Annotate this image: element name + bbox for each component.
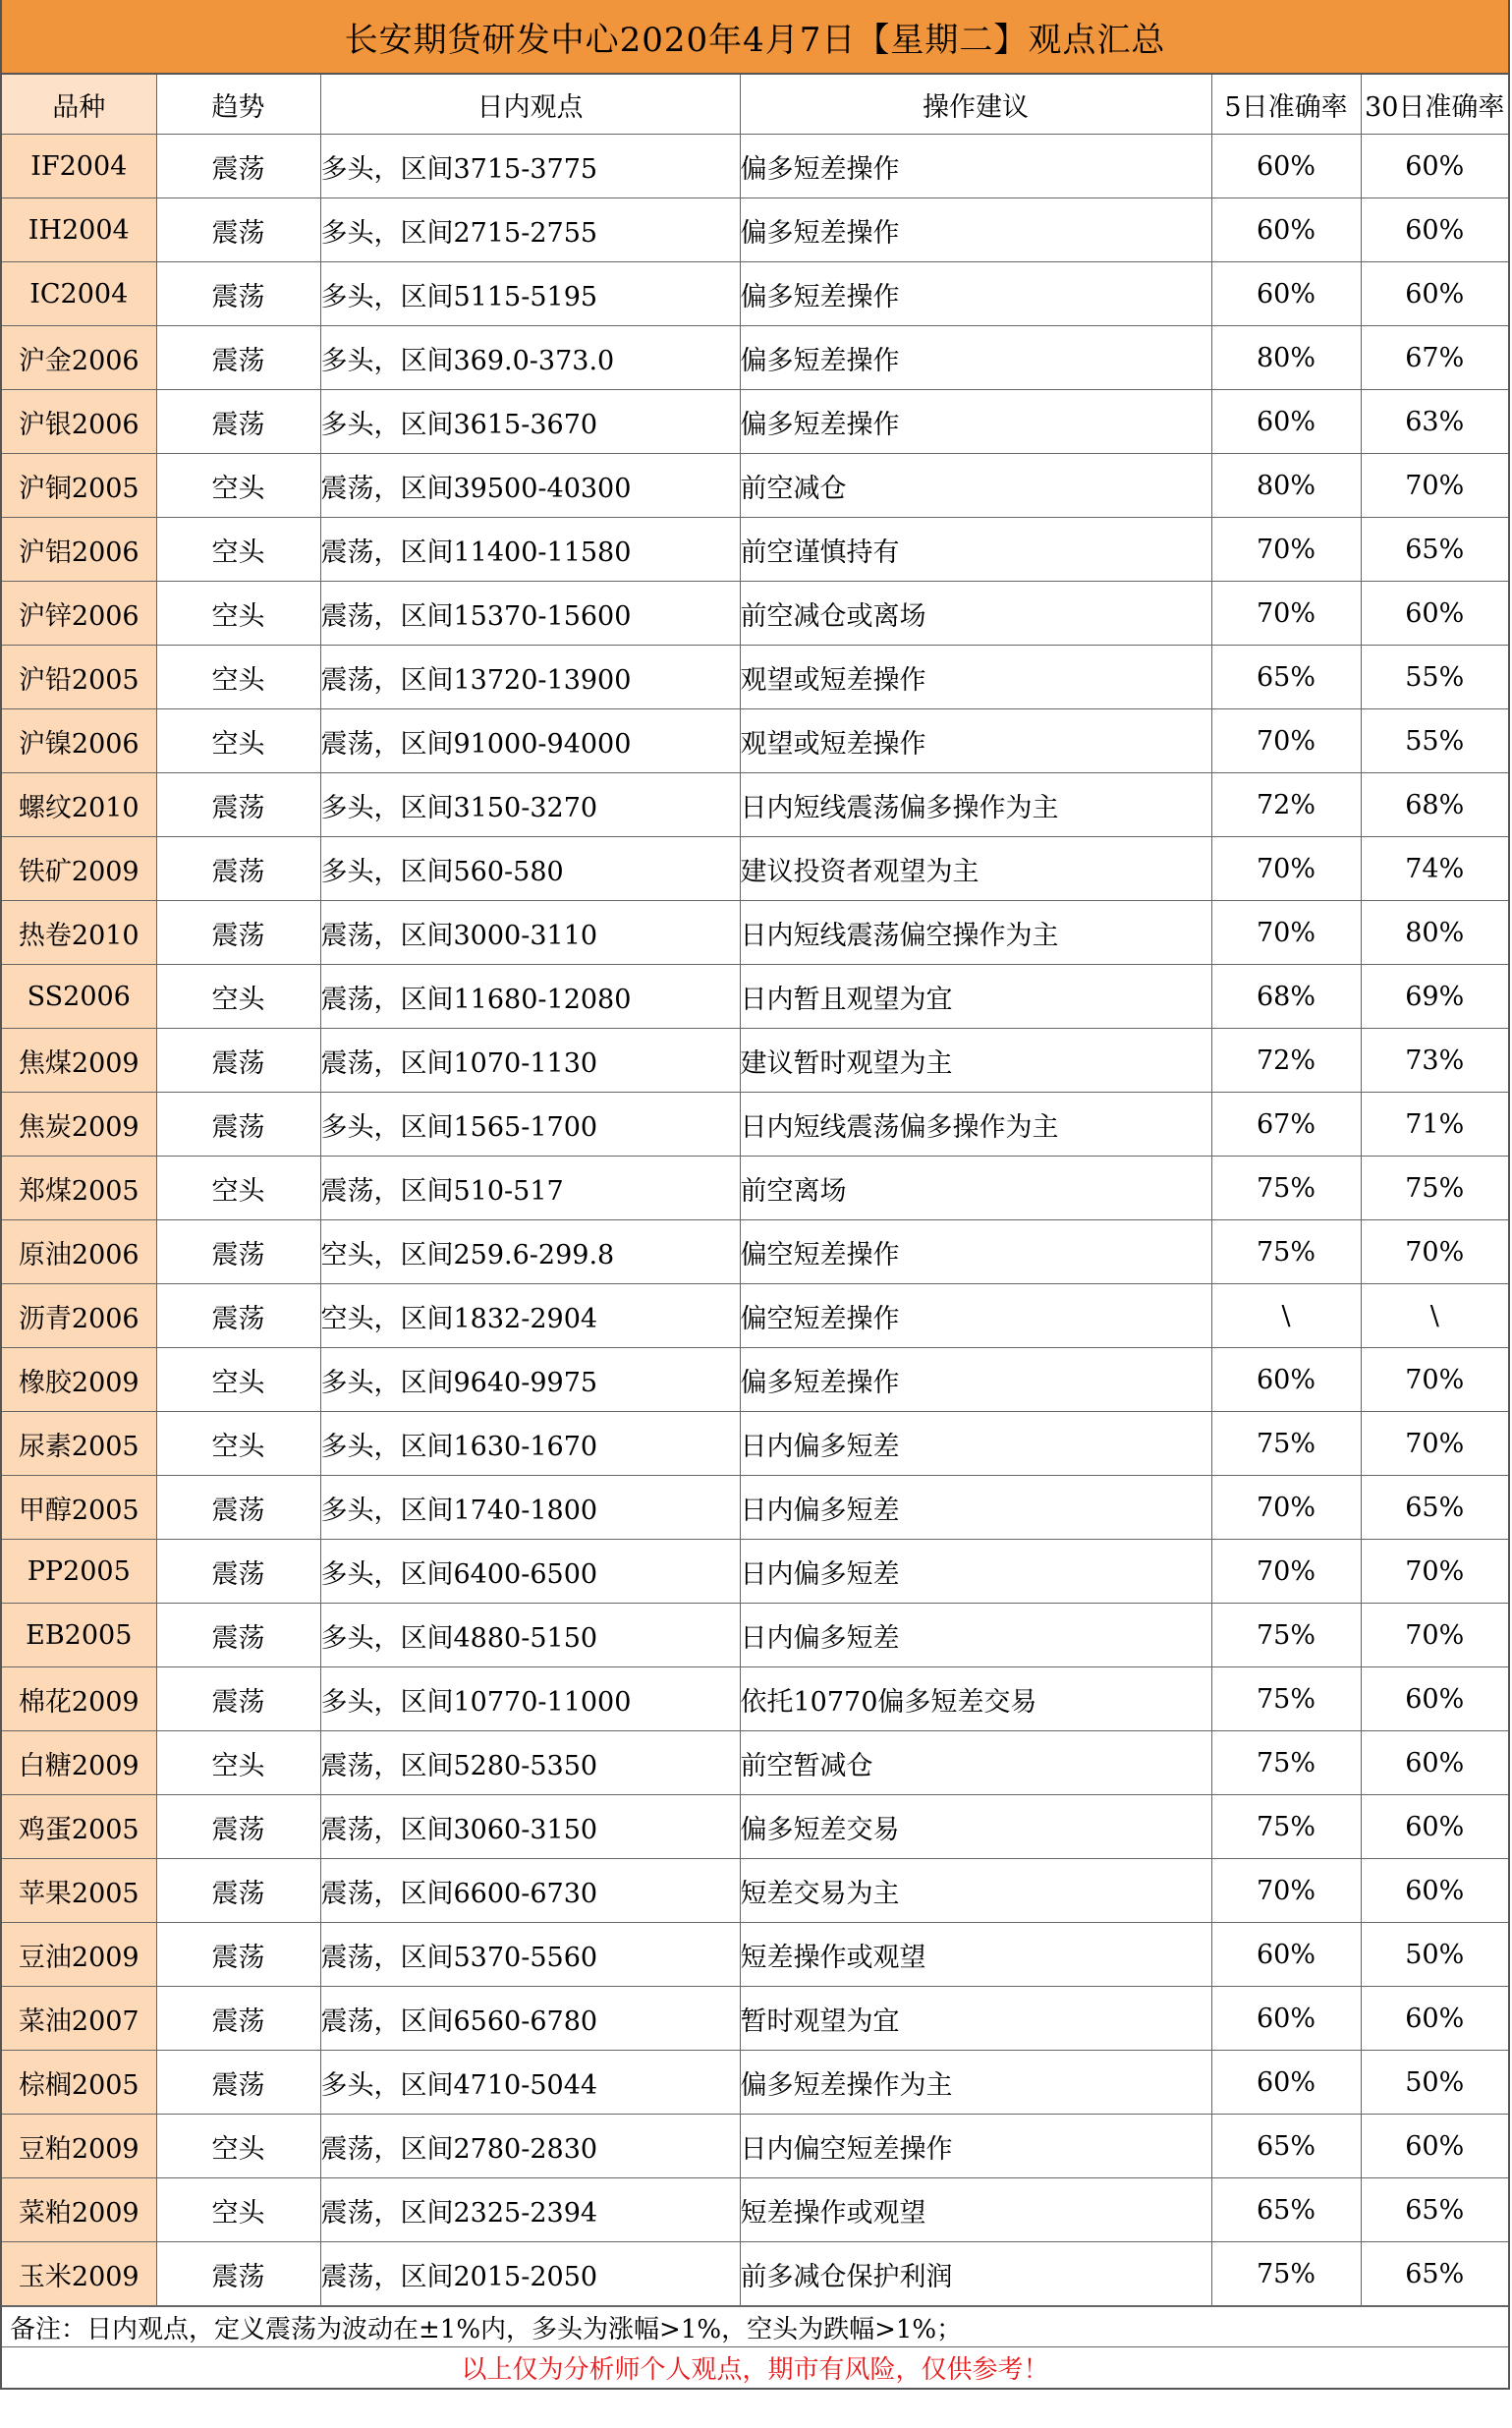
- cell-acc5: 75%: [1211, 1412, 1361, 1476]
- cell-advice: 日内偏多短差: [740, 1540, 1211, 1604]
- cell-intraday: 多头，区间1565-1700: [320, 1093, 740, 1157]
- cell-acc5: 68%: [1211, 965, 1361, 1029]
- table-row: [2, 1604, 1508, 1667]
- cell-variety: EB2005: [2, 1604, 156, 1667]
- table-row: [2, 2051, 1508, 2115]
- cell-advice: 日内暂且观望为宜: [740, 965, 1211, 1029]
- table-row: [2, 1923, 1508, 1987]
- cell-intraday: 多头，区间369.0-373.0: [320, 326, 740, 390]
- table-row: [2, 1412, 1508, 1476]
- table-row: [2, 901, 1508, 965]
- table-row: [2, 2242, 1508, 2306]
- cell-variety: 玉米2009: [2, 2242, 156, 2306]
- cell-acc5: 75%: [1211, 1731, 1361, 1795]
- cell-acc30: 67%: [1361, 326, 1508, 390]
- table-row: [2, 1284, 1508, 1348]
- cell-intraday: 震荡，区间3000-3110: [320, 901, 740, 965]
- cell-intraday: 震荡，区间5370-5560: [320, 1923, 740, 1987]
- cell-trend: 震荡: [156, 773, 320, 837]
- cell-advice: 偏多短差操作为主: [740, 2051, 1211, 2115]
- cell-acc5: 80%: [1211, 454, 1361, 518]
- cell-acc30: 70%: [1361, 1220, 1508, 1284]
- table-header-row: [2, 75, 1508, 135]
- cell-acc5: 75%: [1211, 1220, 1361, 1284]
- cell-acc5: 65%: [1211, 2115, 1361, 2178]
- cell-intraday: 震荡，区间15370-15600: [320, 582, 740, 646]
- cell-advice: 观望或短差操作: [740, 646, 1211, 709]
- table-row: [2, 1348, 1508, 1412]
- cell-variety: 尿素2005: [2, 1412, 156, 1476]
- cell-advice: 前空减仓或离场: [740, 582, 1211, 646]
- cell-acc30: 71%: [1361, 1093, 1508, 1157]
- cell-acc5: 70%: [1211, 837, 1361, 901]
- table-row: [2, 518, 1508, 582]
- cell-intraday: 震荡，区间2015-2050: [320, 2242, 740, 2306]
- cell-variety: SS2006: [2, 965, 156, 1029]
- table-row: [2, 2178, 1508, 2242]
- cell-advice: 日内短线震荡偏多操作为主: [740, 1093, 1211, 1157]
- cell-advice: 日内偏空短差操作: [740, 2115, 1211, 2178]
- cell-variety: 豆油2009: [2, 1923, 156, 1987]
- cell-intraday: 震荡，区间11400-11580: [320, 518, 740, 582]
- col-header-acc30: 30日准确率: [1361, 75, 1508, 135]
- cell-trend: 震荡: [156, 1093, 320, 1157]
- cell-trend: 震荡: [156, 198, 320, 262]
- cell-intraday: 多头，区间3715-3775: [320, 135, 740, 198]
- cell-variety: 螺纹2010: [2, 773, 156, 837]
- cell-variety: 沪铝2006: [2, 518, 156, 582]
- cell-trend: 空头: [156, 965, 320, 1029]
- cell-variety: 沪镍2006: [2, 709, 156, 773]
- cell-variety: 焦炭2009: [2, 1093, 156, 1157]
- cell-trend: 空头: [156, 1731, 320, 1795]
- cell-variety: 沪铜2005: [2, 454, 156, 518]
- cell-intraday: 震荡，区间3060-3150: [320, 1795, 740, 1859]
- cell-trend: 震荡: [156, 1476, 320, 1540]
- cell-acc5: 75%: [1211, 1157, 1361, 1220]
- cell-trend: 空头: [156, 582, 320, 646]
- cell-acc30: 60%: [1361, 198, 1508, 262]
- cell-advice: 偏空短差操作: [740, 1284, 1211, 1348]
- table-row: [2, 1093, 1508, 1157]
- cell-acc30: 60%: [1361, 1859, 1508, 1923]
- cell-trend: 震荡: [156, 1029, 320, 1093]
- cell-advice: 偏多短差交易: [740, 1795, 1211, 1859]
- cell-acc5: 70%: [1211, 518, 1361, 582]
- cell-advice: 观望或短差操作: [740, 709, 1211, 773]
- cell-variety: 沪锌2006: [2, 582, 156, 646]
- cell-acc5: 60%: [1211, 390, 1361, 454]
- cell-trend: 空头: [156, 1348, 320, 1412]
- table-row: [2, 1667, 1508, 1731]
- cell-trend: 空头: [156, 454, 320, 518]
- cell-acc5: 70%: [1211, 709, 1361, 773]
- cell-variety: 白糖2009: [2, 1731, 156, 1795]
- cell-acc5: 60%: [1211, 1987, 1361, 2051]
- cell-advice: 前空谨慎持有: [740, 518, 1211, 582]
- cell-advice: 前空离场: [740, 1157, 1211, 1220]
- cell-advice: 偏多短差操作: [740, 262, 1211, 326]
- cell-trend: 震荡: [156, 1987, 320, 2051]
- cell-variety: 沪银2006: [2, 390, 156, 454]
- cell-trend: 震荡: [156, 1859, 320, 1923]
- table-row: [2, 262, 1508, 326]
- cell-trend: 震荡: [156, 901, 320, 965]
- table-row: [2, 326, 1508, 390]
- cell-advice: 前空暂减仓: [740, 1731, 1211, 1795]
- cell-trend: 空头: [156, 646, 320, 709]
- cell-variety: 焦煤2009: [2, 1029, 156, 1093]
- cell-acc30: 50%: [1361, 1923, 1508, 1987]
- cell-intraday: 震荡，区间5280-5350: [320, 1731, 740, 1795]
- cell-acc5: 60%: [1211, 1348, 1361, 1412]
- cell-intraday: 空头，区间1832-2904: [320, 1284, 740, 1348]
- cell-acc30: 55%: [1361, 709, 1508, 773]
- cell-intraday: 震荡，区间11680-12080: [320, 965, 740, 1029]
- cell-trend: 震荡: [156, 390, 320, 454]
- cell-acc30: 74%: [1361, 837, 1508, 901]
- table-row: [2, 2115, 1508, 2178]
- cell-trend: 空头: [156, 2178, 320, 2242]
- cell-trend: 空头: [156, 1412, 320, 1476]
- cell-trend: 震荡: [156, 1284, 320, 1348]
- cell-acc30: 70%: [1361, 1412, 1508, 1476]
- cell-intraday: 震荡，区间91000-94000: [320, 709, 740, 773]
- cell-intraday: 多头，区间9640-9975: [320, 1348, 740, 1412]
- cell-variety: 沪铅2005: [2, 646, 156, 709]
- views-table: [2, 75, 1508, 2306]
- cell-advice: 偏多短差操作: [740, 326, 1211, 390]
- cell-acc30: 60%: [1361, 1667, 1508, 1731]
- cell-variety: IC2004: [2, 262, 156, 326]
- cell-acc5: 72%: [1211, 1029, 1361, 1093]
- table-row: [2, 837, 1508, 901]
- cell-intraday: 多头，区间2715-2755: [320, 198, 740, 262]
- cell-intraday: 震荡，区间2780-2830: [320, 2115, 740, 2178]
- table-row: [2, 1540, 1508, 1604]
- cell-advice: 暂时观望为宜: [740, 1987, 1211, 2051]
- col-header-variety: 品种: [2, 75, 156, 135]
- cell-variety: 菜油2007: [2, 1987, 156, 2051]
- cell-variety: 棕榈2005: [2, 2051, 156, 2115]
- cell-acc5: 70%: [1211, 1476, 1361, 1540]
- table-row: [2, 1220, 1508, 1284]
- cell-trend: 震荡: [156, 262, 320, 326]
- cell-intraday: 多头，区间5115-5195: [320, 262, 740, 326]
- cell-trend: 震荡: [156, 1667, 320, 1731]
- cell-acc30: 69%: [1361, 965, 1508, 1029]
- cell-trend: 震荡: [156, 326, 320, 390]
- table-row: [2, 1476, 1508, 1540]
- cell-advice: 偏多短差操作: [740, 1348, 1211, 1412]
- cell-trend: 震荡: [156, 1220, 320, 1284]
- cell-acc5: 67%: [1211, 1093, 1361, 1157]
- col-header-acc5: 5日准确率: [1211, 75, 1361, 135]
- col-header-trend: 趋势: [156, 75, 320, 135]
- cell-intraday: 多头，区间6400-6500: [320, 1540, 740, 1604]
- cell-advice: 偏多短差操作: [740, 135, 1211, 198]
- cell-acc30: 50%: [1361, 2051, 1508, 2115]
- table-row: [2, 1731, 1508, 1795]
- cell-acc30: 60%: [1361, 582, 1508, 646]
- cell-advice: 日内偏多短差: [740, 1476, 1211, 1540]
- cell-acc5: 60%: [1211, 1923, 1361, 1987]
- cell-trend: 空头: [156, 709, 320, 773]
- cell-advice: 偏空短差操作: [740, 1220, 1211, 1284]
- cell-advice: 短差操作或观望: [740, 2178, 1211, 2242]
- table-row: [2, 1987, 1508, 2051]
- cell-acc30: 55%: [1361, 646, 1508, 709]
- cell-acc5: 60%: [1211, 198, 1361, 262]
- cell-intraday: 震荡，区间510-517: [320, 1157, 740, 1220]
- cell-acc30: 75%: [1361, 1157, 1508, 1220]
- cell-acc5: \: [1211, 1284, 1361, 1348]
- cell-acc30: 63%: [1361, 390, 1508, 454]
- cell-intraday: 震荡，区间39500-40300: [320, 454, 740, 518]
- cell-advice: 偏多短差操作: [740, 390, 1211, 454]
- cell-intraday: 多头，区间4880-5150: [320, 1604, 740, 1667]
- cell-advice: 短差交易为主: [740, 1859, 1211, 1923]
- cell-variety: IF2004: [2, 135, 156, 198]
- sheet-title: 长安期货研发中心2020年4月7日【星期二】观点汇总: [2, 0, 1508, 75]
- cell-acc5: 60%: [1211, 135, 1361, 198]
- cell-acc30: 65%: [1361, 1476, 1508, 1540]
- disclaimer-text: 以上仅为分析师个人观点，期市有风险，仅供参考！: [2, 2346, 1508, 2388]
- cell-advice: 建议暂时观望为主: [740, 1029, 1211, 1093]
- table-row: [2, 582, 1508, 646]
- note-text: 备注：日内观点，定义震荡为波动在±1%内，多头为涨幅>1%，空头为跌幅>1%；: [10, 2314, 963, 2344]
- cell-advice: 日内短线震荡偏多操作为主: [740, 773, 1211, 837]
- cell-acc30: 60%: [1361, 1731, 1508, 1795]
- cell-advice: 日内短线震荡偏空操作为主: [740, 901, 1211, 965]
- cell-acc5: 75%: [1211, 1795, 1361, 1859]
- cell-acc5: 75%: [1211, 1667, 1361, 1731]
- cell-acc5: 70%: [1211, 582, 1361, 646]
- cell-advice: 前多减仓保护利润: [740, 2242, 1211, 2306]
- cell-acc5: 75%: [1211, 2242, 1361, 2306]
- table-row: [2, 965, 1508, 1029]
- cell-advice: 偏多短差操作: [740, 198, 1211, 262]
- cell-intraday: 多头，区间1630-1670: [320, 1412, 740, 1476]
- cell-trend: 震荡: [156, 2051, 320, 2115]
- cell-acc5: 80%: [1211, 326, 1361, 390]
- cell-trend: 空头: [156, 518, 320, 582]
- cell-acc30: \: [1361, 1284, 1508, 1348]
- notes-section: [2, 2306, 1508, 2390]
- cell-variety: 棉花2009: [2, 1667, 156, 1731]
- cell-trend: 震荡: [156, 837, 320, 901]
- cell-acc30: 60%: [1361, 2115, 1508, 2178]
- table-row: [2, 135, 1508, 198]
- cell-advice: 日内偏多短差: [740, 1412, 1211, 1476]
- col-header-advice: 操作建议: [740, 75, 1211, 135]
- cell-intraday: 空头，区间259.6-299.8: [320, 1220, 740, 1284]
- table-row: [2, 1859, 1508, 1923]
- cell-variety: 菜粕2009: [2, 2178, 156, 2242]
- cell-variety: 沥青2006: [2, 1284, 156, 1348]
- cell-acc30: 65%: [1361, 2178, 1508, 2242]
- cell-acc30: 65%: [1361, 518, 1508, 582]
- cell-trend: 震荡: [156, 2242, 320, 2306]
- cell-variety: 甲醇2005: [2, 1476, 156, 1540]
- cell-intraday: 多头，区间1740-1800: [320, 1476, 740, 1540]
- cell-variety: 原油2006: [2, 1220, 156, 1284]
- cell-acc30: 65%: [1361, 2242, 1508, 2306]
- cell-variety: 郑煤2005: [2, 1157, 156, 1220]
- cell-trend: 空头: [156, 1157, 320, 1220]
- table-row: [2, 773, 1508, 837]
- table-row: [2, 1029, 1508, 1093]
- cell-acc5: 75%: [1211, 1604, 1361, 1667]
- table-row: [2, 454, 1508, 518]
- cell-trend: 震荡: [156, 1923, 320, 1987]
- cell-acc5: 60%: [1211, 2051, 1361, 2115]
- cell-trend: 震荡: [156, 1795, 320, 1859]
- cell-acc5: 60%: [1211, 262, 1361, 326]
- cell-acc30: 60%: [1361, 135, 1508, 198]
- cell-intraday: 震荡，区间6560-6780: [320, 1987, 740, 2051]
- cell-acc30: 60%: [1361, 262, 1508, 326]
- table-row: [2, 1795, 1508, 1859]
- cell-intraday: 多头，区间10770-11000: [320, 1667, 740, 1731]
- cell-advice: 前空减仓: [740, 454, 1211, 518]
- cell-intraday: 多头，区间3150-3270: [320, 773, 740, 837]
- cell-intraday: 多头，区间560-580: [320, 837, 740, 901]
- cell-intraday: 多头，区间3615-3670: [320, 390, 740, 454]
- cell-acc5: 65%: [1211, 2178, 1361, 2242]
- table-row: [2, 390, 1508, 454]
- cell-acc5: 72%: [1211, 773, 1361, 837]
- cell-advice: 短差操作或观望: [740, 1923, 1211, 1987]
- table-row: [2, 709, 1508, 773]
- cell-trend: 震荡: [156, 1604, 320, 1667]
- cell-acc5: 70%: [1211, 1859, 1361, 1923]
- cell-trend: 震荡: [156, 135, 320, 198]
- cell-intraday: 震荡，区间2325-2394: [320, 2178, 740, 2242]
- cell-variety: 沪金2006: [2, 326, 156, 390]
- cell-variety: IH2004: [2, 198, 156, 262]
- cell-acc30: 60%: [1361, 1795, 1508, 1859]
- table-row: [2, 1157, 1508, 1220]
- cell-variety: 鸡蛋2005: [2, 1795, 156, 1859]
- cell-acc30: 70%: [1361, 454, 1508, 518]
- cell-variety: 苹果2005: [2, 1859, 156, 1923]
- cell-intraday: 震荡，区间13720-13900: [320, 646, 740, 709]
- cell-trend: 震荡: [156, 1540, 320, 1604]
- cell-acc30: 60%: [1361, 1987, 1508, 2051]
- cell-acc30: 70%: [1361, 1604, 1508, 1667]
- table-row: [2, 198, 1508, 262]
- cell-variety: PP2005: [2, 1540, 156, 1604]
- cell-variety: 铁矿2009: [2, 837, 156, 901]
- cell-variety: 橡胶2009: [2, 1348, 156, 1412]
- cell-acc30: 70%: [1361, 1540, 1508, 1604]
- cell-intraday: 震荡，区间1070-1130: [320, 1029, 740, 1093]
- cell-advice: 日内偏多短差: [740, 1604, 1211, 1667]
- cell-acc5: 70%: [1211, 901, 1361, 965]
- cell-trend: 空头: [156, 2115, 320, 2178]
- table-body: [2, 135, 1508, 2306]
- cell-advice: 建议投资者观望为主: [740, 837, 1211, 901]
- cell-acc5: 70%: [1211, 1540, 1361, 1604]
- cell-intraday: 震荡，区间6600-6730: [320, 1859, 740, 1923]
- cell-acc30: 68%: [1361, 773, 1508, 837]
- cell-advice: 依托10770偏多短差交易: [740, 1667, 1211, 1731]
- table-row: [2, 646, 1508, 709]
- cell-acc30: 70%: [1361, 1348, 1508, 1412]
- cell-acc30: 73%: [1361, 1029, 1508, 1093]
- cell-acc5: 65%: [1211, 646, 1361, 709]
- cell-intraday: 多头，区间4710-5044: [320, 2051, 740, 2115]
- cell-variety: 热卷2010: [2, 901, 156, 965]
- col-header-intraday: 日内观点: [320, 75, 740, 135]
- cell-variety: 豆粕2009: [2, 2115, 156, 2178]
- cell-acc30: 80%: [1361, 901, 1508, 965]
